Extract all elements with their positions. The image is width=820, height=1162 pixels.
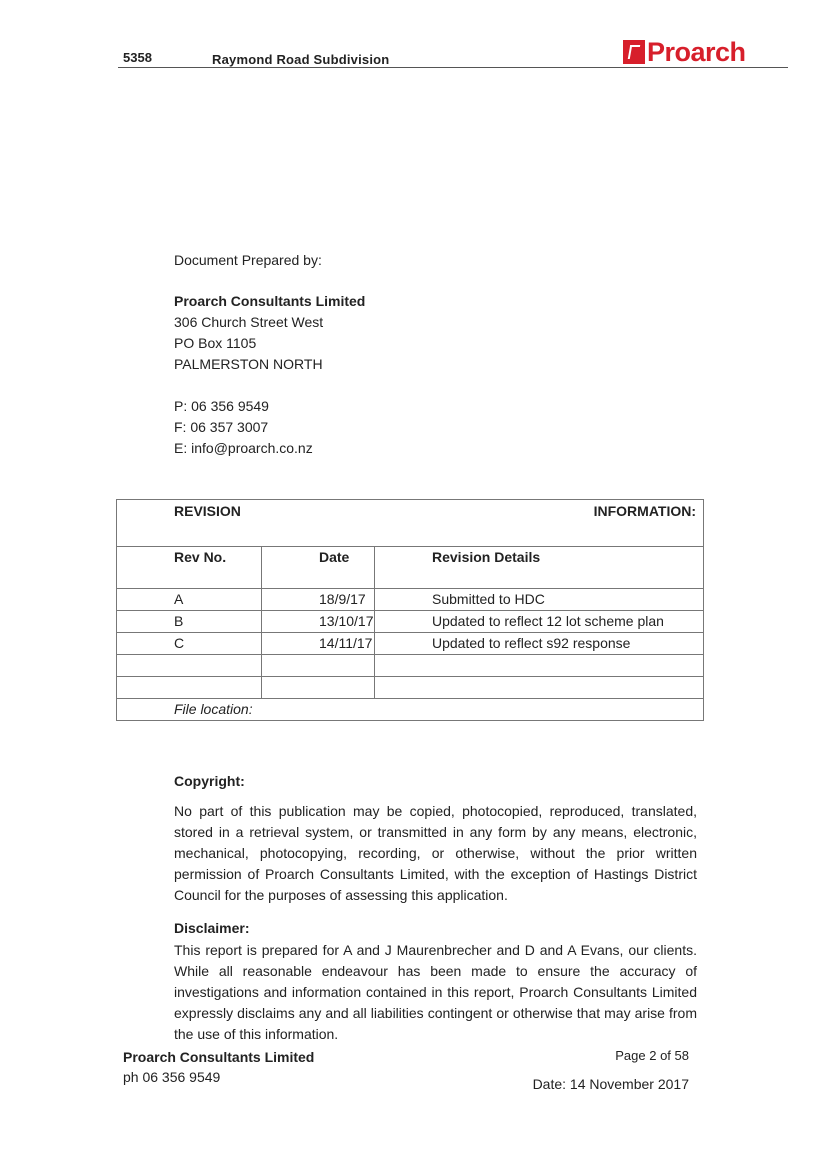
- copyright-text: No part of this publication may be copied, photocopied, reproduced, translated, stored in a retrieval system, or transmitted in any form by any means, electronic, mechanical, photocopying, recording, or otherwise, without the prior written permission of Proarch Consultants Limited, with the exception of Hastings District Council for the purposes of assessing this application.: [174, 803, 697, 903]
- table-row: [117, 589, 704, 611]
- details-cell: Updated to reflect 12 lot scheme plan: [375, 611, 704, 633]
- revision-table: [116, 499, 704, 721]
- contact-block: [174, 396, 313, 459]
- date-cell: 18/9/17: [262, 589, 375, 611]
- table-row: [117, 611, 704, 633]
- rev-cell: A: [117, 589, 262, 611]
- rev-cell: C: [117, 633, 262, 655]
- date-cell: 14/11/17: [262, 633, 375, 655]
- company-name: Proarch Consultants Limited: [174, 293, 366, 309]
- disclaimer-heading: Disclaimer:: [174, 920, 250, 936]
- date-cell: 13/10/17: [262, 611, 375, 633]
- email: E: info@proarch.co.nz: [174, 440, 313, 456]
- page-number: Page 2 of 58: [615, 1048, 689, 1063]
- table-row-empty: [117, 677, 704, 699]
- disclaimer-text: This report is prepared for A and J Maurenbrecher and D and A Evans, our clients. While all reasonable endeavour has been made to ensure the accuracy of investigations and information contained in this report, Proarch Consultants Limited expressly disclaims any and all liabilities contingent or otherwise that may arise from the use of this information.: [174, 942, 697, 1042]
- address-block: [174, 291, 365, 375]
- document-number: 5358: [123, 50, 152, 65]
- details-cell: Updated to reflect s92 response: [375, 633, 704, 655]
- rev-cell: B: [117, 611, 262, 633]
- details-cell: Submitted to HDC: [375, 589, 704, 611]
- file-location: File location:: [117, 699, 704, 721]
- table-row: [117, 633, 704, 655]
- revision-table-title-row: [117, 500, 704, 547]
- address-line: 306 Church Street West: [174, 314, 324, 330]
- empty-cell: [117, 655, 262, 677]
- address-line: PALMERSTON NORTH: [174, 356, 323, 372]
- phone: P: 06 356 9549: [174, 398, 269, 414]
- col-revision-details: Revision Details: [375, 547, 704, 589]
- proarch-logo-icon: [623, 40, 645, 64]
- logo-text: Proarch: [647, 36, 746, 67]
- empty-cell: [262, 655, 375, 677]
- table-row-empty: [117, 655, 704, 677]
- copyright-heading: Copyright:: [174, 773, 245, 789]
- file-location-row: [117, 699, 704, 721]
- footer-company: Proarch Consultants Limited: [123, 1049, 315, 1065]
- proarch-logo: [623, 38, 746, 66]
- revision-column-headers: [117, 547, 704, 589]
- empty-cell: [117, 677, 262, 699]
- empty-cell: [262, 677, 375, 699]
- revision-title: REVISION: [117, 500, 375, 547]
- fax: F: 06 357 3007: [174, 419, 269, 435]
- empty-cell: [375, 655, 704, 677]
- header-divider: [118, 67, 788, 68]
- empty-cell: [375, 677, 704, 699]
- col-date: Date: [262, 547, 375, 589]
- information-title: INFORMATION:: [375, 500, 704, 547]
- address-line: PO Box 1105: [174, 335, 257, 351]
- project-title: Raymond Road Subdivision: [212, 52, 390, 67]
- col-rev-no: Rev No.: [117, 547, 262, 589]
- footer-phone: ph 06 356 9549: [123, 1069, 221, 1085]
- footer-date: Date: 14 November 2017: [532, 1076, 689, 1092]
- prepared-by-label: Document Prepared by:: [174, 252, 322, 268]
